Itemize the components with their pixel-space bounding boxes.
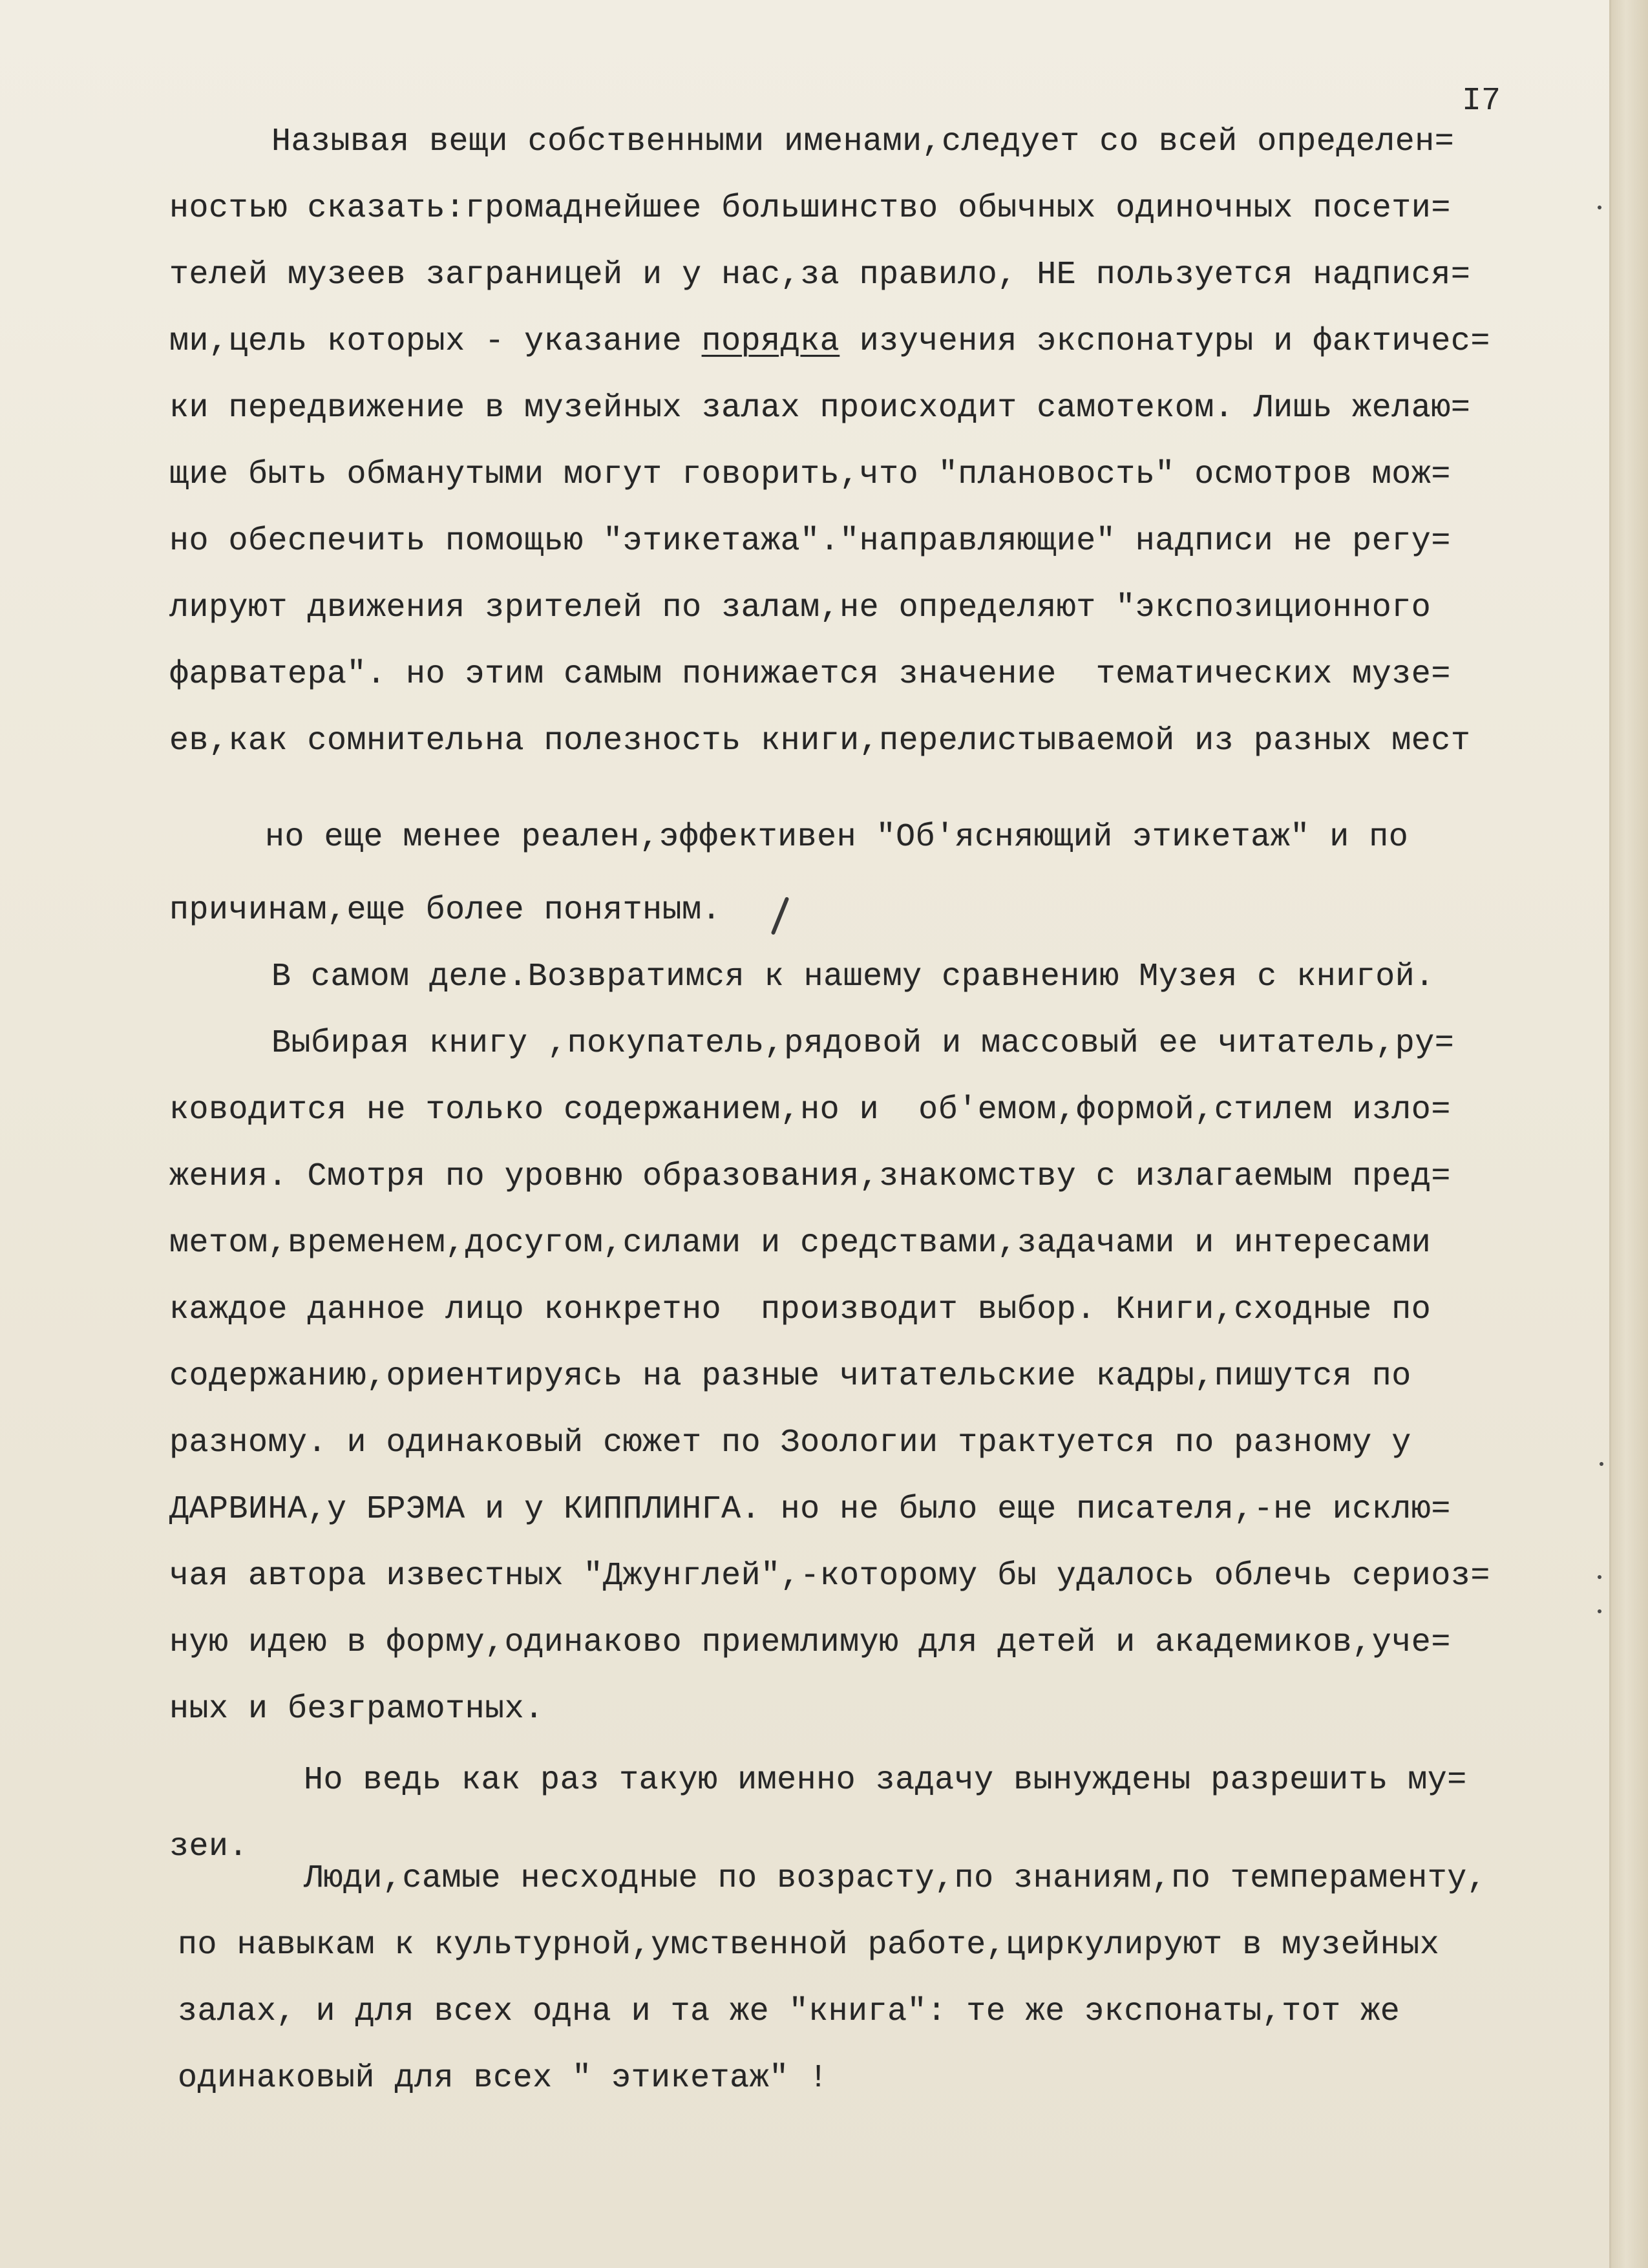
paper-speck — [1598, 1575, 1601, 1579]
handwritten-slash-mark — [771, 896, 790, 935]
paper-speck — [1598, 1609, 1601, 1613]
text-line: В самом деле.Возвратимся к нашему сравнению Музея с книгой. — [271, 959, 1435, 995]
text-line: щие быть обманутыми могут говорить,что "плановость" осмотров мож= — [169, 456, 1451, 493]
text-line: жения. Смотря по уровню образования,знакомству с излагаемым пред= — [169, 1158, 1451, 1195]
underlined-word: порядка — [701, 323, 840, 360]
text-line: ностью сказать:громаднейшее большинство обычных одиночных посети= — [169, 190, 1451, 227]
text-line: лируют движения зрителей по залам,не определяют "экспозиционного — [169, 589, 1431, 626]
text-line: чая автора известных "Джунглей",-которому бы удалось облечь сериоз= — [169, 1558, 1490, 1595]
text-line: Но ведь как раз такую именно задачу вынуждены разрешить му= — [304, 1762, 1467, 1799]
text-line: залах, и для всех одна и та же "книга": те же экспонаты,тот же — [178, 1993, 1400, 2030]
text-line: Люди,самые несходные по возрасту,по знаниям,по темпераменту, — [304, 1860, 1487, 1897]
text-line: ных и безграмотных. — [169, 1691, 544, 1728]
text-line: зеи. — [169, 1828, 249, 1865]
text-line: разному. и одинаковый сюжет по Зоологии трактуется по разному у — [169, 1425, 1411, 1461]
text-line: телей музеев заграницей и у нас,за правило, НЕ пользуется надпися= — [169, 257, 1471, 293]
text-line: Выбирая книгу ,покупатель,рядовой и массовый ее читатель,ру= — [271, 1025, 1455, 1062]
text-line: фарватера". но этим самым понижается значение тематических музе= — [169, 656, 1451, 693]
underlying-page-edge — [1611, 0, 1648, 2268]
text-line: ки передвижение в музейных залах происходит самотеком. Лишь желаю= — [169, 390, 1471, 427]
paper-speck — [1598, 206, 1601, 209]
text-line: ев,как сомнительна полезность книги,перелистываемой из разных мест — [169, 723, 1471, 759]
paper-speck — [1600, 1462, 1603, 1466]
text-line: но еще менее реален,эффективен "Об'ясняющий этикетаж" и по — [265, 819, 1409, 856]
text-line: ми,цель которых - указание порядка изучения экспонатуры и фактичес= — [169, 323, 1490, 360]
page-number: I7 — [1462, 83, 1501, 120]
text-line: каждое данное лицо конкретно производит выбор. Книги,сходные по — [169, 1291, 1431, 1328]
text-line: одинаковый для всех " этикетаж" ! — [178, 2060, 829, 2097]
text-line: причинам,еще более понятным. — [169, 892, 722, 929]
text-line: метом,временем,досугом,силами и средствами,задачами и интересами — [169, 1225, 1431, 1262]
text-line: по навыкам к культурной,умственной работе,циркулируют в музейных — [178, 1927, 1440, 1964]
text-line: ДАРВИНА,у БРЭМА и у КИППЛИНГА. но не было еще писателя,-не исклю= — [169, 1491, 1451, 1528]
text-line: но обеспечить помощью "этикетажа"."направляющие" надписи не регу= — [169, 523, 1451, 560]
text-line: Называя вещи собственными именами,следует со всей определен= — [271, 123, 1455, 160]
text-line: ководится не только содержанием,но и об'емом,формой,стилем изло= — [169, 1092, 1451, 1129]
text-line: ную идею в форму,одинаково приемлимую для детей и академиков,уче= — [169, 1624, 1451, 1661]
text-line: содержанию,ориентируясь на разные читательские кадры,пишутся по — [169, 1358, 1411, 1395]
